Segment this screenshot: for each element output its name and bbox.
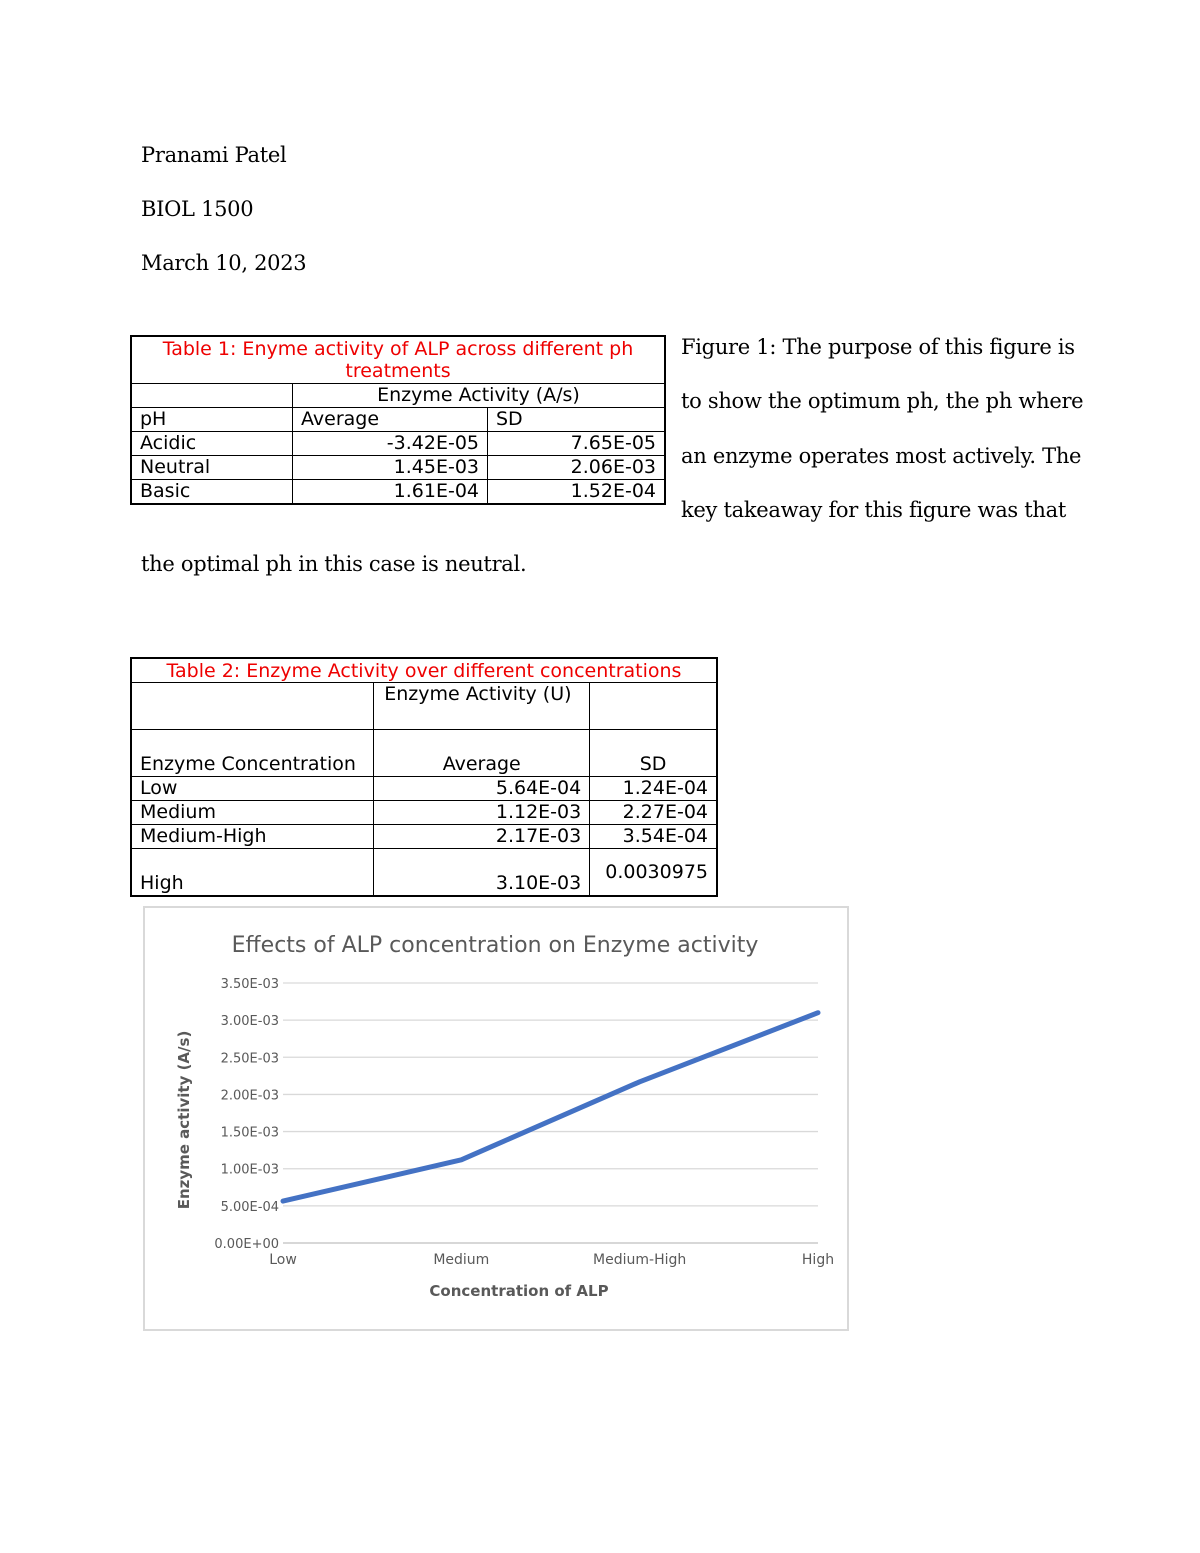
row-sd: 0.0030975 bbox=[590, 849, 717, 897]
table-1-col-sd: SD bbox=[488, 408, 666, 432]
line-chart bbox=[145, 908, 847, 1329]
table-row bbox=[131, 801, 717, 825]
chart-container bbox=[143, 906, 849, 1331]
table-row bbox=[131, 432, 665, 456]
table-row bbox=[131, 480, 665, 505]
table-row bbox=[131, 825, 717, 849]
table-2-empty-cell bbox=[590, 683, 717, 730]
y-tick-label: 5.00E-04 bbox=[220, 1199, 279, 1215]
y-tick-label: 1.00E-03 bbox=[220, 1162, 279, 1178]
table-1-col-average: Average bbox=[293, 408, 488, 432]
y-tick-label: 3.00E-03 bbox=[220, 1014, 279, 1030]
y-tick-label: 3.50E-03 bbox=[220, 977, 279, 992]
table-1-caption: Table 1: Enyme activity of ALP across different ph treatments bbox=[131, 336, 665, 384]
table-1-col-ph: pH bbox=[131, 408, 293, 432]
table-2-col-sd: SD bbox=[590, 730, 717, 777]
x-axis-label: Concentration of ALP bbox=[429, 1282, 609, 1300]
table-1-empty-cell bbox=[131, 384, 293, 408]
row-sd: 3.54E-04 bbox=[590, 825, 717, 849]
table-2-col-average: Average bbox=[374, 730, 590, 777]
table-1-group-header: Enzyme Activity (A/s) bbox=[293, 384, 666, 408]
x-tick-label: High bbox=[801, 1252, 835, 1268]
row-label: Medium bbox=[131, 801, 374, 825]
table-row bbox=[131, 456, 665, 480]
row-average: -3.42E-05 bbox=[293, 432, 488, 456]
chart-title: Effects of ALP concentration on Enzyme activity bbox=[231, 933, 759, 958]
table-2 bbox=[130, 657, 718, 897]
y-tick-label: 1.50E-03 bbox=[220, 1125, 279, 1141]
series-line bbox=[283, 1013, 818, 1201]
row-sd: 2.27E-04 bbox=[590, 801, 717, 825]
table-2-caption: Table 2: Enzyme Activity over different concentrations bbox=[131, 658, 717, 683]
row-label: Medium-High bbox=[131, 825, 374, 849]
row-sd: 2.06E-03 bbox=[488, 456, 666, 480]
row-average: 3.10E-03 bbox=[374, 849, 590, 897]
table-row bbox=[131, 849, 717, 897]
row-label: Basic bbox=[131, 480, 293, 505]
row-average: 1.45E-03 bbox=[293, 456, 488, 480]
y-tick-label: 2.00E-03 bbox=[220, 1088, 279, 1104]
row-average: 5.64E-04 bbox=[374, 777, 590, 801]
figure-1-text-line-5: the optimal ph in this case is neutral. bbox=[141, 552, 527, 576]
row-average: 2.17E-03 bbox=[374, 825, 590, 849]
row-sd: 1.52E-04 bbox=[488, 480, 666, 505]
table-2-col-concentration: Enzyme Concentration bbox=[131, 730, 374, 777]
x-tick-label: Low bbox=[269, 1252, 297, 1268]
row-label: Neutral bbox=[131, 456, 293, 480]
y-tick-label: 2.50E-03 bbox=[220, 1051, 279, 1067]
row-label: High bbox=[131, 849, 374, 897]
row-sd: 1.24E-04 bbox=[590, 777, 717, 801]
x-tick-label: Medium-High bbox=[593, 1252, 687, 1268]
row-average: 1.12E-03 bbox=[374, 801, 590, 825]
figure-1-text-line-1: Figure 1: The purpose of this figure is bbox=[681, 335, 1075, 359]
course-code: BIOL 1500 bbox=[141, 197, 254, 221]
row-sd: 7.65E-05 bbox=[488, 432, 666, 456]
document-date: March 10, 2023 bbox=[141, 251, 307, 275]
x-tick-label: Medium bbox=[433, 1252, 490, 1268]
table-row bbox=[131, 777, 717, 801]
table-1 bbox=[130, 335, 666, 505]
y-axis-label: Enzyme activity (A/s) bbox=[175, 1030, 193, 1210]
y-tick-label: 0.00E+00 bbox=[214, 1237, 279, 1252]
row-label: Acidic bbox=[131, 432, 293, 456]
figure-1-text-line-3: an enzyme operates most actively. The bbox=[681, 444, 1082, 468]
row-average: 1.61E-04 bbox=[293, 480, 488, 505]
figure-1-text-line-4: key takeaway for this figure was that bbox=[681, 498, 1066, 522]
author-name: Pranami Patel bbox=[141, 143, 287, 167]
table-2-group-header: Enzyme Activity (U) bbox=[374, 683, 590, 730]
table-2-empty-cell bbox=[131, 683, 374, 730]
figure-1-text-line-2: to show the optimum ph, the ph where bbox=[681, 389, 1084, 413]
row-label: Low bbox=[131, 777, 374, 801]
